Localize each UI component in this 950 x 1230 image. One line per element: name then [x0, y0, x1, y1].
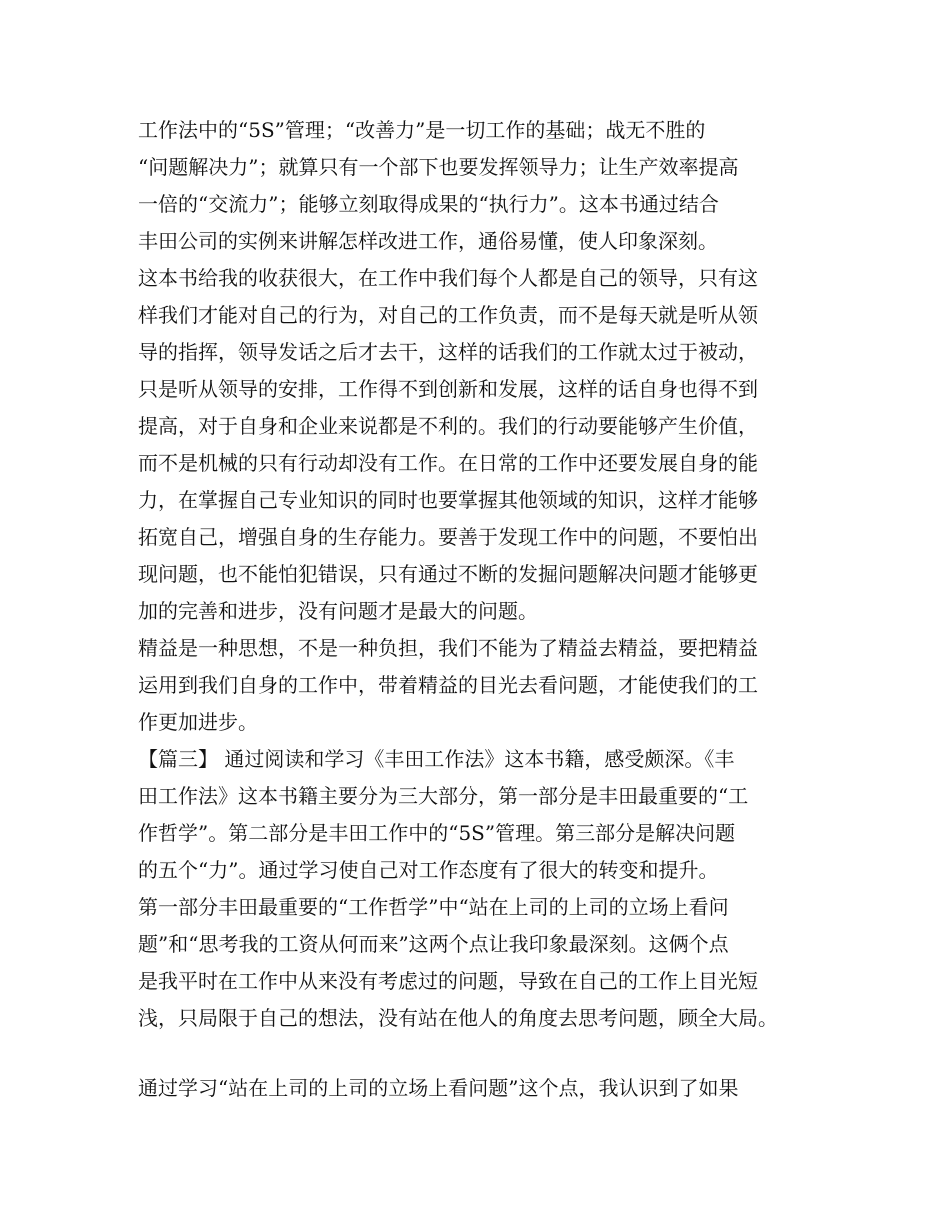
- text-line: 导的指挥，领导发话之后才去干，这样的话我们的工作就太过于被动，: [138, 340, 758, 364]
- text-line: 通过学习“站在上司的上司的立场上看问题”这个点，我认识到了如果: [138, 1076, 739, 1100]
- text-line: 精益是一种思想，不是一种负担，我们不能为了精益去精益，要把精益: [138, 636, 758, 660]
- text-line: 的五个“力”。通过学习使自己对工作态度有了很大的转变和提升。: [138, 858, 719, 882]
- text-line: 是我平时在工作中从来没有考虑过的问题，导致在自己的工作上目光短: [138, 969, 758, 993]
- text-line: 而不是机械的只有行动却没有工作。在日常的工作中还要发展自身的能: [138, 451, 758, 475]
- text-line: “问题解决力”；就算只有一个部下也要发挥领导力；让生产效率提高: [138, 155, 739, 179]
- text-line: 现问题，也不能怕犯错误，只有通过不断的发掘问题解决问题才能够更: [138, 562, 758, 586]
- text-line: 力，在掌握自己专业知识的同时也要掌握其他领域的知识，这样才能够: [138, 488, 758, 512]
- text-line: 作更加进步。: [138, 710, 258, 734]
- text-line: 工作法中的“5S”管理；“改善力”是一切工作的基础；战无不胜的: [138, 118, 706, 142]
- text-line: 这本书给我的收获很大，在工作中我们每个人都是自己的领导，只有这: [138, 266, 758, 290]
- text-line: 加的完善和进步，没有问题才是最大的问题。: [138, 599, 538, 623]
- text-line: 第一部分丰田最重要的“工作哲学”中“站在上司的上司的立场上看问: [138, 895, 729, 919]
- text-line: 题”和“思考我的工资从何而来”这两个点让我印象最深刻。这俩个点: [138, 932, 729, 956]
- text-line: 田工作法》这本书籍主要分为三大部分，第一部分是丰田最重要的“工: [138, 784, 749, 808]
- document-body: [138, 112, 838, 1107]
- paragraph-spacer: [138, 1037, 838, 1070]
- text-line: 作哲学”。第二部分是丰田工作中的“5S”管理。第三部分是解决问题: [138, 821, 736, 845]
- text-line: 样我们才能对自己的行为，对自己的工作负责，而不是每天就是听从领: [138, 303, 758, 327]
- text-line: 只是听从领导的安排，工作得不到创新和发展，这样的话自身也得不到: [138, 377, 758, 401]
- text-line: 拓宽自己，增强自身的生存能力。要善于发现工作中的问题，不要怕出: [138, 525, 758, 549]
- text-line: 丰田公司的实例来讲解怎样改进工作，通俗易懂，使人印象深刻。: [138, 229, 718, 253]
- text-line: 一倍的“交流力”；能够立刻取得成果的“执行力”。这本书通过结合: [138, 192, 719, 216]
- text-line: 提高，对于自身和企业来说都是不利的。我们的行动要能够产生价值，: [138, 414, 758, 438]
- text-line: 运用到我们自身的工作中，带着精益的目光去看问题，才能使我们的工: [138, 673, 758, 697]
- section-heading-line: 【篇三】 通过阅读和学习《丰田工作法》这本书籍，感受颇深。《丰: [138, 747, 735, 771]
- text-line: 浅，只局限于自己的想法，没有站在他人的角度去思考问题，顾全大局。: [138, 1006, 778, 1030]
